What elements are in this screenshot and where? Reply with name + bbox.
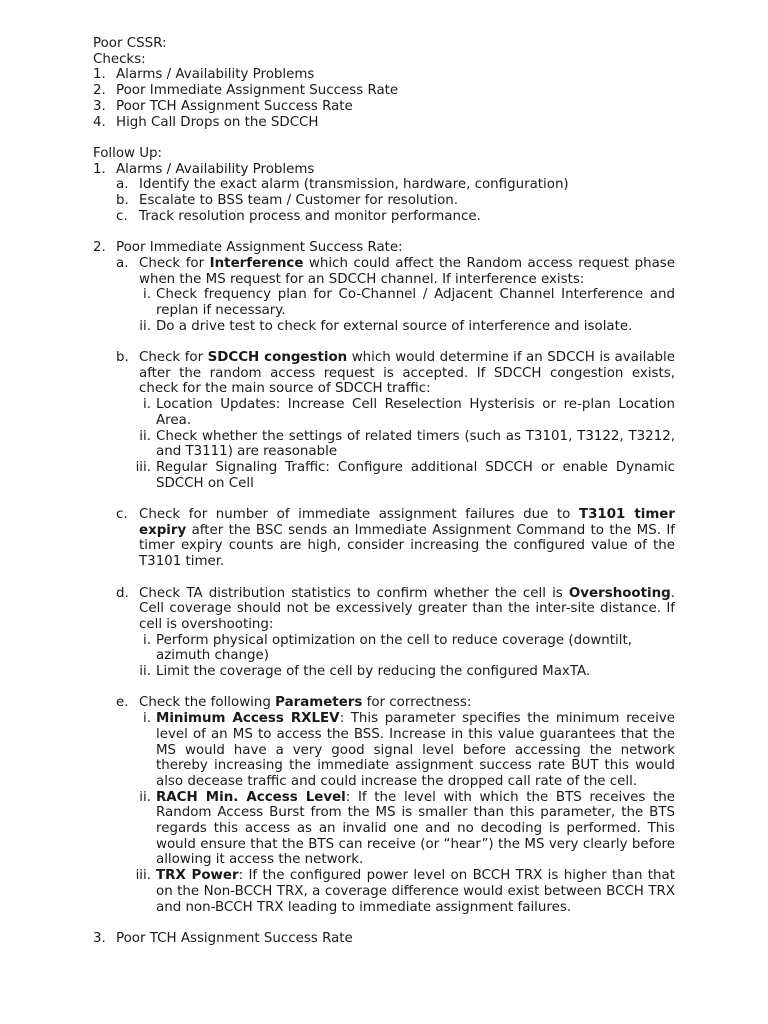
section-title: Poor TCH Assignment Success Rate (116, 930, 353, 946)
list-roman: ii. (139, 428, 151, 444)
list-item (116, 209, 675, 225)
text-run: which would determine if an SDCCH is available after the random access request is accepted. If SDCCH congestion exists, check for the main source of SDCCH traffic: (139, 350, 675, 397)
text-run: Check for number of immediate assignment failures due to (139, 507, 579, 523)
text-run: : This parameter specifies the minimum receive level of an MS to access the BSS. Increase in this value guarantees that the MS would have a very good signal level before accessing the network thereby increasing the immediate assignment success rate BUT this would also decease traffic and could increase the dropped call rate of the cell. (156, 711, 675, 789)
sublist (93, 256, 675, 915)
list-number: 2. (93, 83, 106, 99)
section-heading (93, 931, 675, 947)
list-item (116, 460, 675, 491)
list-number: 3. (93, 98, 106, 114)
text-run: which could affect the Random access request phase when the MS request for an SDCCH channel. If interference exists: (139, 255, 675, 287)
list-roman: iii. (135, 459, 151, 475)
followup-label: Follow Up: (93, 145, 163, 161)
list-text (139, 507, 675, 570)
text-run: Check the following (139, 695, 276, 711)
list-item (116, 287, 675, 318)
list-roman: ii. (139, 664, 151, 680)
sub-sublist (116, 397, 675, 491)
sub-sublist (116, 633, 675, 680)
list-item (116, 790, 675, 869)
bold-term: Interference (209, 255, 304, 271)
list-text: Location Updates: Increase Cell Reselection Hysterisis or re-plan Location Area. (156, 397, 675, 428)
sub-sublist (116, 711, 675, 915)
list-text: Perform physical optimization on the cell to reduce coverage (downtilt, azimuth change) (156, 632, 632, 664)
list-number: 3. (93, 930, 106, 946)
sublist (93, 177, 675, 224)
text-run: : If the configured power level on BCCH TRX is higher than that on the Non-BCCH TRX, a coverage difference would exist between BCCH TRX and non-BCCH TRX leading to immediate assignment failures. (156, 868, 675, 915)
text-run: for correctness: (362, 695, 472, 711)
list-item (116, 397, 675, 428)
list-letter: a. (116, 255, 129, 271)
list-item (116, 633, 675, 664)
list-item (116, 256, 675, 287)
list-text (139, 350, 675, 397)
section-heading (93, 240, 675, 256)
list-text: Check whether the settings of related timers (such as T3101, T3122, T3212, and T3111) are reasonable (156, 428, 675, 460)
document-page (93, 36, 675, 947)
section-heading (93, 162, 675, 178)
list-letter: d. (116, 585, 129, 601)
list-text (139, 586, 675, 633)
list-roman: i. (143, 287, 151, 303)
list-text: Identify the exact alarm (transmission, hardware, configuration) (139, 177, 569, 193)
bold-term: Overshooting (568, 585, 671, 601)
list-text (156, 711, 675, 790)
list-text: Do a drive test to check for external source of interference and isolate. (156, 318, 633, 334)
list-item (116, 711, 675, 790)
text-run: : If the level with which the BTS receives the Random Access Burst from the MS is smaller than this parameter, the BTS regards this access as an invalid one and no decoding is performed. This would ensure that the BTS can receive (or “hear”) the MS very clearly before allowing it access the network. (156, 789, 675, 868)
list-roman: ii. (139, 789, 151, 805)
text-run: Check for (139, 350, 208, 366)
text-run: Check TA distribution statistics to confirm whether the cell is (139, 585, 569, 601)
list-item (93, 99, 675, 115)
list-letter: e. (116, 695, 129, 711)
bold-term: TRX Power (156, 868, 239, 884)
list-letter: c. (116, 507, 128, 523)
list-text (156, 790, 675, 869)
list-item (116, 868, 675, 915)
text-run: Check for (139, 255, 210, 271)
list-number: 1. (93, 67, 106, 83)
list-item (116, 664, 675, 680)
list-text (139, 695, 675, 711)
list-text: Escalate to BSS team / Customer for resolution. (139, 193, 459, 209)
list-text: Track resolution process and monitor performance. (139, 208, 481, 224)
list-number: 4. (93, 114, 106, 130)
list-text: Check frequency plan for Co-Channel / Adjacent Channel Interference and replan if necessary. (156, 287, 675, 318)
list-roman: i. (143, 632, 151, 648)
list-text: High Call Drops on the SDCCH (116, 114, 319, 130)
list-text: Poor Immediate Assignment Success Rate (116, 83, 399, 99)
list-item (116, 695, 675, 711)
list-text: Limit the coverage of the cell by reducing the configured MaxTA. (156, 664, 591, 680)
list-item (116, 586, 675, 633)
list-letter: c. (116, 208, 128, 224)
list-number: 2. (93, 240, 106, 256)
list-letter: b. (116, 193, 129, 209)
list-text: Alarms / Availability Problems (116, 67, 315, 83)
bold-term: Minimum Access RXLEV (156, 711, 340, 727)
bold-term: Parameters (275, 695, 363, 711)
list-text (156, 868, 675, 915)
list-roman: i. (143, 397, 151, 413)
checks-label: Checks: (93, 51, 146, 67)
list-text: Regular Signaling Traffic: Configure additional SDCCH or enable Dynamic SDCCH on Cell (156, 459, 675, 491)
list-text: Poor TCH Assignment Success Rate (116, 98, 353, 114)
bold-term: T3101 timer expiry (139, 507, 675, 538)
list-item (116, 429, 675, 460)
sub-sublist (116, 287, 675, 334)
text-run: . Cell coverage should not be excessively greater than the inter-site distance. If cell is overshooting: (139, 585, 675, 632)
list-item (93, 67, 675, 83)
doc-title: Poor CSSR: (93, 36, 167, 51)
list-item (93, 115, 675, 131)
list-text (139, 256, 675, 287)
list-item (116, 319, 675, 335)
list-letter: b. (116, 350, 129, 366)
list-number: 1. (93, 161, 106, 177)
section-title: Poor Immediate Assignment Success Rate: (116, 240, 403, 256)
list-item (116, 507, 675, 570)
bold-term: RACH Min. Access Level (156, 789, 346, 805)
checks-list (93, 67, 675, 130)
bold-term: SDCCH congestion (207, 350, 348, 366)
list-item (93, 83, 675, 99)
list-roman: ii. (139, 318, 151, 334)
list-roman: iii. (135, 868, 151, 884)
section-title: Alarms / Availability Problems (116, 161, 315, 177)
list-item (116, 177, 675, 193)
text-run: after the BSC sends an Immediate Assignment Command to the MS. If timer expiry counts are high, consider increasing the configured value of the T3101 timer. (139, 522, 675, 570)
list-letter: a. (116, 177, 129, 193)
list-item (116, 193, 675, 209)
list-item (116, 350, 675, 397)
list-roman: i. (143, 711, 151, 727)
